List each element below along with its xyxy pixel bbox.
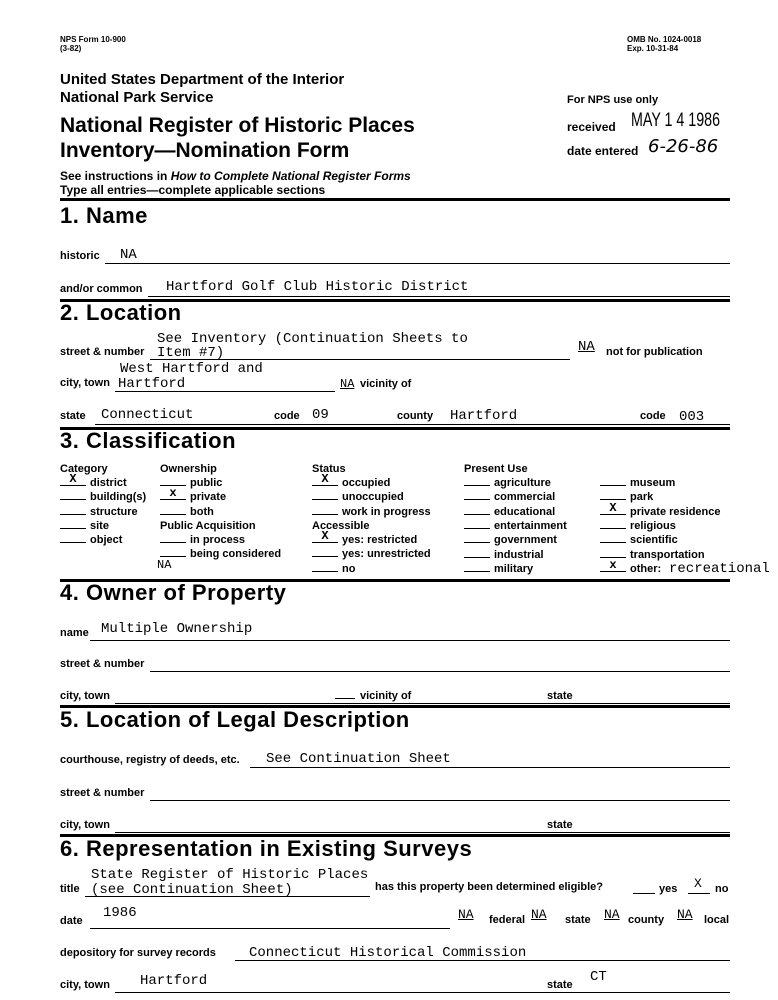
- local-label: local: [704, 914, 730, 926]
- other-value: recreational: [669, 561, 770, 577]
- city-value-line2: Hartford: [118, 376, 186, 392]
- county-label: county: [397, 410, 434, 422]
- checkbox-label: occupied: [342, 477, 391, 489]
- owner-state-label: state: [547, 690, 573, 702]
- code-value: 09: [312, 407, 329, 423]
- checkbox-label: educational: [494, 505, 556, 518]
- field-line: [95, 424, 730, 425]
- checkbox-label: public: [190, 477, 223, 489]
- code2-value: 003: [679, 409, 705, 425]
- checkbox-label: no: [342, 562, 356, 575]
- checkbox-label: agriculture: [494, 477, 551, 489]
- checkbox-label: scientific: [630, 534, 678, 547]
- check-blank[interactable]: [464, 499, 490, 500]
- checkbox-use2-other[interactable]: [600, 557, 662, 577]
- historic-value: NA: [120, 247, 137, 263]
- checkbox-label: government: [494, 534, 557, 547]
- field-line: [115, 703, 730, 704]
- checkbox-label: in process: [190, 534, 246, 546]
- checkbox-use1-educational[interactable]: [464, 506, 555, 520]
- section-3-heading: 3. Classification: [60, 428, 237, 453]
- county-mark: NA: [604, 907, 620, 922]
- section-4-heading: 4. Owner of Property: [60, 580, 287, 605]
- service: National Park Service: [60, 89, 214, 106]
- section-2-heading: 2. Location: [60, 300, 182, 325]
- check-blank[interactable]: [60, 542, 86, 543]
- checkbox-label: yes: unrestricted: [342, 548, 431, 561]
- level-state-label: state: [565, 914, 591, 926]
- checkbox-acq-being-considered[interactable]: [160, 548, 281, 562]
- form-title-2: Inventory—Nomination Form: [60, 139, 350, 162]
- present-use-heading: Present Use: [464, 463, 528, 475]
- form-number: NPS Form 10-900: [60, 35, 126, 44]
- federal-mark: NA: [458, 907, 474, 922]
- no-label: no: [715, 883, 729, 895]
- check-mark: X: [321, 472, 329, 486]
- received-stamp: MAY 1 4 1986: [631, 110, 721, 131]
- owner-city-label: city, town: [60, 690, 110, 702]
- check-blank[interactable]: [312, 556, 338, 557]
- check-blank[interactable]: [464, 571, 490, 572]
- department: United States Department of the Interior: [60, 71, 345, 88]
- acquisition-heading: Public Acquisition: [160, 520, 256, 532]
- checkbox-label: district: [90, 477, 127, 489]
- checkbox-label: site: [90, 519, 109, 532]
- check-blank[interactable]: [312, 571, 338, 572]
- checkbox-label: private residence: [630, 505, 721, 518]
- code2-label: code: [640, 410, 666, 422]
- checkbox-label: museum: [630, 477, 676, 489]
- check-blank[interactable]: [600, 528, 626, 529]
- survey-date-value: 1986: [103, 905, 137, 921]
- survey-date-label: date: [60, 915, 83, 927]
- local-mark: NA: [677, 907, 693, 922]
- field-line: [150, 359, 570, 360]
- county-level-label: county: [628, 914, 665, 926]
- checkbox-access-yes-unrestricted[interactable]: [312, 548, 431, 562]
- street-label: street & number: [60, 346, 145, 358]
- field-line: [85, 896, 370, 897]
- checkbox-label: commercial: [494, 491, 556, 504]
- check-mark: X: [321, 529, 329, 543]
- checkbox-label: yes: restricted: [342, 534, 418, 546]
- checkbox-use2-private-residence[interactable]: [600, 500, 721, 520]
- checkbox-use1-industrial[interactable]: [464, 549, 544, 563]
- check-blank[interactable]: [60, 514, 86, 515]
- checkbox-use1-military[interactable]: [464, 563, 533, 577]
- check-mark: x: [609, 557, 617, 572]
- state-value: Connecticut: [101, 407, 194, 423]
- field-line: [115, 992, 730, 993]
- date-entered-label: date entered: [567, 144, 639, 158]
- check-blank[interactable]: [160, 556, 186, 557]
- survey-city-label: city, town: [60, 979, 110, 991]
- code-label: code: [274, 410, 300, 422]
- checkbox-use1-government[interactable]: [464, 534, 557, 548]
- survey-title-label: title: [60, 883, 80, 895]
- checkbox-label: industrial: [494, 548, 544, 561]
- nfp-value: NA: [578, 339, 595, 355]
- checkbox-label: both: [190, 505, 214, 518]
- owner-name-label: name: [60, 627, 89, 639]
- checkbox-access-no[interactable]: [312, 563, 355, 577]
- survey-city-value: Hartford: [140, 973, 208, 989]
- check-blank[interactable]: [60, 528, 86, 529]
- nfp-label: not for publication: [606, 346, 703, 358]
- check-blank[interactable]: [600, 500, 626, 515]
- yes-blank: [633, 893, 655, 894]
- checkbox-label: unoccupied: [342, 491, 404, 504]
- checkbox-status-occupied[interactable]: [312, 472, 391, 491]
- owner-vicinity-label: vicinity of: [360, 690, 412, 702]
- legal-city-label: city, town: [60, 819, 110, 831]
- check-blank[interactable]: [464, 542, 490, 543]
- owner-name-value: Multiple Ownership: [101, 621, 253, 637]
- courthouse-label: courthouse, registry of deeds, etc.: [60, 754, 240, 766]
- check-blank[interactable]: [312, 514, 338, 515]
- category-heading: Category: [60, 463, 108, 475]
- check-blank[interactable]: [312, 499, 338, 500]
- checkbox-label: building(s): [90, 491, 147, 504]
- date-entered-value: 6-26-86: [648, 136, 719, 157]
- accessible-heading: Accessible: [312, 520, 370, 532]
- no-mark: X: [694, 876, 702, 891]
- state-mark: NA: [531, 907, 547, 922]
- check-blank[interactable]: [600, 557, 626, 572]
- check-blank[interactable]: [60, 499, 86, 500]
- checkbox-label: being considered: [190, 548, 282, 561]
- instructions-2: Type all entries—complete applicable sections: [60, 183, 326, 197]
- checkbox-access-yes-restricted[interactable]: [312, 529, 418, 548]
- check-blank[interactable]: [160, 542, 186, 543]
- checkbox-use1-commercial[interactable]: [464, 491, 555, 505]
- checkbox-category-district[interactable]: [60, 472, 127, 491]
- acquisition-na: NA: [157, 558, 172, 572]
- checkbox-label: private: [190, 491, 227, 504]
- legal-street-label: street & number: [60, 787, 145, 799]
- common-label: and/or common: [60, 283, 143, 295]
- checkbox-label: religious: [630, 519, 676, 532]
- checkbox-ownership-both[interactable]: [160, 506, 214, 520]
- checkbox-label: object: [90, 534, 123, 547]
- form-date: (3-82): [60, 44, 82, 53]
- status-heading: Status: [312, 463, 346, 475]
- depository-label: depository for survey records: [60, 947, 216, 959]
- vicinity-blank: [335, 698, 355, 699]
- federal-label: federal: [489, 914, 526, 926]
- field-line: [235, 960, 730, 961]
- check-blank[interactable]: [160, 486, 186, 501]
- field-line: [148, 296, 730, 297]
- instructions-1: See instructions in How to Complete National Register Forms: [60, 169, 411, 183]
- form-title-1: National Register of Historic Places: [60, 114, 415, 137]
- state-label: state: [60, 410, 86, 422]
- divider: [60, 198, 730, 201]
- checkbox-category-structure[interactable]: [60, 506, 138, 520]
- vicinity-value: NA: [340, 377, 355, 391]
- courthouse-value: See Continuation Sheet: [266, 751, 451, 767]
- checkbox-label: work in progress: [342, 505, 431, 518]
- checkbox-label: park: [630, 491, 654, 504]
- checkbox-category-object[interactable]: [60, 534, 122, 548]
- checkbox-label: other:: [630, 562, 662, 575]
- checkbox-use2-museum[interactable]: [600, 477, 675, 491]
- field-line: [90, 640, 730, 641]
- common-value: Hartford Golf Club Historic District: [166, 279, 469, 295]
- field-line: [250, 767, 730, 768]
- ownership-heading: Ownership: [160, 463, 217, 475]
- check-blank[interactable]: [464, 557, 490, 558]
- check-blank[interactable]: [600, 542, 626, 543]
- check-blank[interactable]: [464, 528, 490, 529]
- checkbox-label: military: [494, 562, 534, 575]
- survey-title-line1: State Register of Historic Places: [91, 867, 369, 883]
- eligible-label: has this property been determined eligible?: [375, 881, 603, 893]
- field-line: [150, 800, 730, 801]
- checkbox-use2-scientific[interactable]: [600, 534, 678, 548]
- survey-title-line2: (see Continuation Sheet): [91, 882, 293, 898]
- no-blank: [688, 893, 710, 894]
- section-6-heading: 6. Representation in Existing Surveys: [60, 836, 473, 861]
- checkbox-category-site[interactable]: [60, 520, 109, 534]
- check-mark: X: [609, 500, 617, 515]
- checkbox-use1-agriculture[interactable]: [464, 477, 551, 491]
- checkbox-label: structure: [90, 505, 138, 518]
- checkbox-status-work-in-progress[interactable]: [312, 506, 431, 520]
- checkbox-use1-entertainment[interactable]: [464, 520, 567, 534]
- survey-state-value: CT: [590, 969, 607, 985]
- historic-label: historic: [60, 250, 100, 262]
- county-value: Hartford: [450, 408, 518, 424]
- street-value-line1: See Inventory (Continuation Sheets to: [157, 331, 468, 347]
- field-line: [150, 671, 730, 672]
- city-value-line1: West Hartford and: [120, 361, 263, 377]
- owner-street-label: street & number: [60, 658, 145, 670]
- check-blank[interactable]: [464, 514, 490, 515]
- survey-state-label: state: [547, 979, 573, 991]
- yes-label: yes: [659, 883, 678, 895]
- nps-use-heading: For NPS use only: [567, 94, 659, 106]
- check-blank[interactable]: [312, 472, 338, 486]
- field-line: [90, 928, 450, 929]
- field-line: [115, 832, 730, 833]
- expiration: Exp. 10-31-84: [627, 44, 679, 53]
- field-line: [115, 391, 335, 392]
- check-blank[interactable]: [160, 514, 186, 515]
- check-blank[interactable]: [60, 472, 86, 486]
- check-mark: x: [169, 486, 177, 501]
- checkbox-label: transportation: [630, 548, 705, 561]
- section-5-heading: 5. Location of Legal Description: [60, 707, 410, 732]
- check-mark: X: [69, 472, 77, 486]
- received-label: received: [567, 120, 616, 134]
- checkbox-ownership-private[interactable]: [160, 486, 227, 505]
- omb-number: OMB No. 1024-0018: [627, 35, 702, 44]
- depository-value: Connecticut Historical Commission: [249, 945, 527, 961]
- legal-state-label: state: [547, 819, 573, 831]
- checkbox-label: entertainment: [494, 519, 567, 532]
- section-1-heading: 1. Name: [60, 203, 148, 228]
- street-value-line2: Item #7): [157, 345, 225, 361]
- check-blank[interactable]: [312, 529, 338, 543]
- field-line: [105, 263, 730, 264]
- checkbox-category-building-s[interactable]: [60, 491, 146, 505]
- checkbox-acq-in-process[interactable]: [160, 534, 245, 548]
- vicinity-label: vicinity of: [360, 378, 412, 390]
- checkbox-status-unoccupied[interactable]: [312, 491, 404, 505]
- checkbox-use2-religious[interactable]: [600, 520, 676, 534]
- city-label: city, town: [60, 377, 110, 389]
- check-blank[interactable]: [600, 485, 626, 486]
- check-blank[interactable]: [464, 485, 490, 486]
